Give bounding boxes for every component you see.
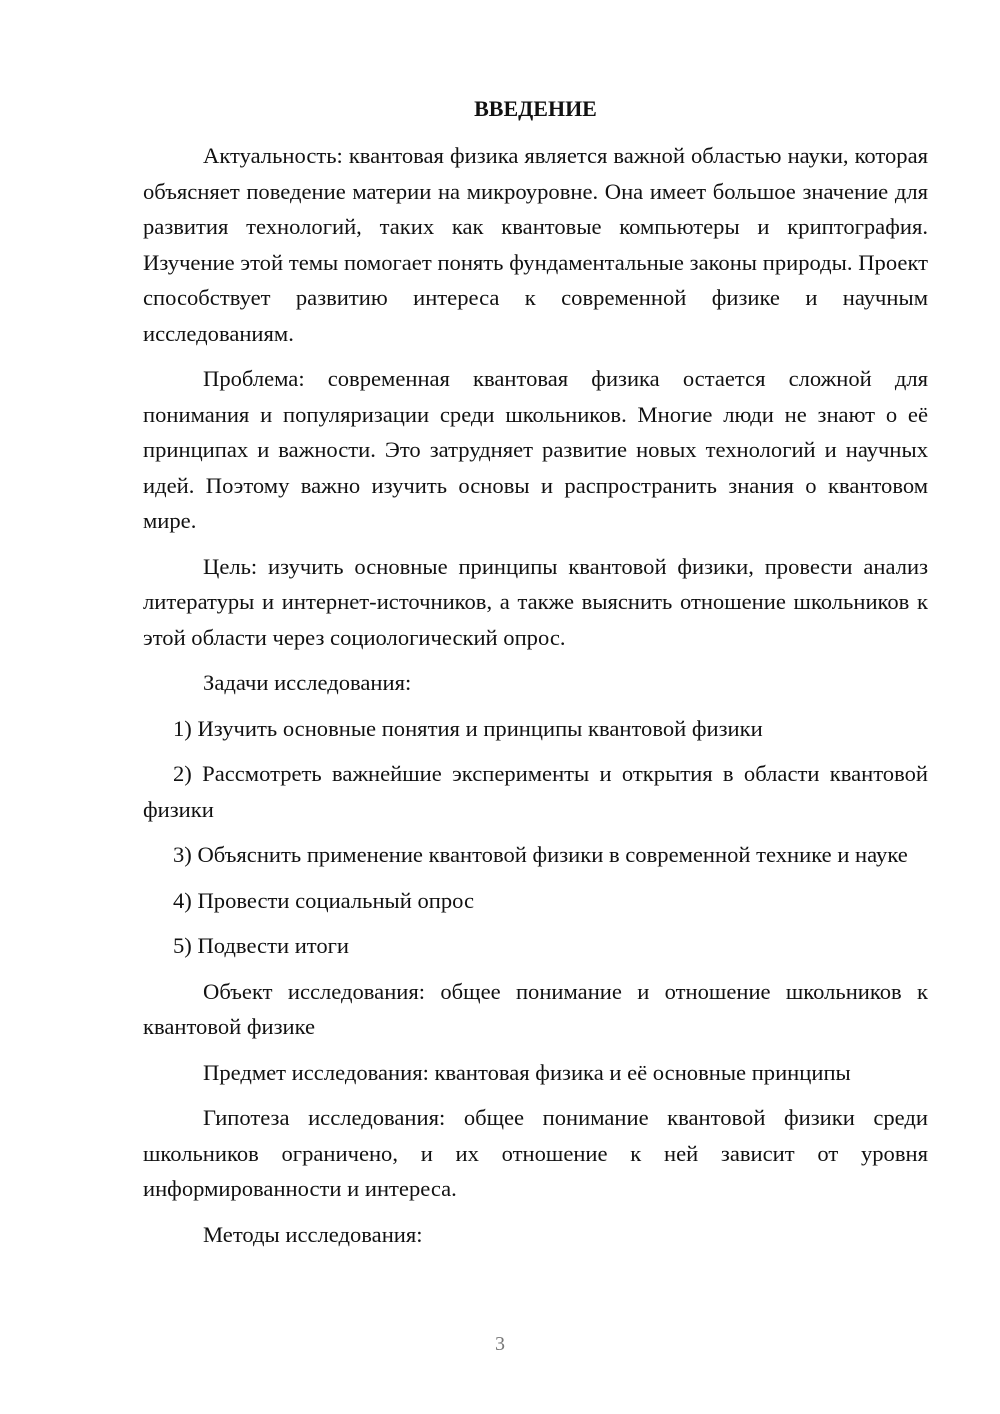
paragraph-hypothesis: Гипотеза исследования: общее понимание квантовой физики среди школьников ограничено, и их отношение к ней зависит от уровня информированности и интереса. <box>143 1105 928 1201</box>
document-page <box>143 94 928 1262</box>
paragraph-problem: Проблема: современная квантовая физика остается сложной для понимания и популяризации среди школьников. Многие люди не знают о её принципах и важности. Это затрудняет развитие новых технологий и научных идей. Поэтому важно изучить основы и распространить знания о квантовом мире. <box>143 366 928 533</box>
paragraph-subject: Предмет исследования: квантовая физика и её основные принципы <box>203 1059 851 1085</box>
task-item-1: 1) Изучить основные понятия и принципы квантовой физики <box>173 715 763 741</box>
paragraph-relevance: Актуальность: квантовая физика является важной областью науки, которая объясняет поведение материи на микроуровне. Она имеет большое значение для развития технологий, таких как квантовые компьютеры и криптография. Изучение этой темы помогает понять фундаментальные законы природы. Проект способствует развитию интереса к современной физике и научным исследованиям. <box>143 143 928 346</box>
paragraph-goal: Цель: изучить основные принципы квантовой физики, провести анализ литературы и интернет-источников, а также выяснить отношение школьников к этой области через социологический опрос. <box>143 553 928 650</box>
task-item-5: 5) Подвести итоги <box>173 933 350 958</box>
page-number: 3 <box>495 1333 505 1355</box>
task-item-2: 2) Рассмотреть важнейшие эксперименты и открытия в области квантовой физики <box>143 761 928 822</box>
section-title: ВВЕДЕНИЕ <box>474 96 597 121</box>
paragraph-tasks-heading: Задачи исследования: <box>203 670 412 695</box>
paragraph-object: Объект исследования: общее понимание и отношение школьников к квантовой физике <box>143 978 928 1039</box>
task-item-3: 3) Объяснить применение квантовой физики в современной технике и науке <box>173 842 908 867</box>
task-item-4: 4) Провести социальный опрос <box>173 887 475 913</box>
paragraph-methods: Методы исследования: <box>203 1221 423 1247</box>
